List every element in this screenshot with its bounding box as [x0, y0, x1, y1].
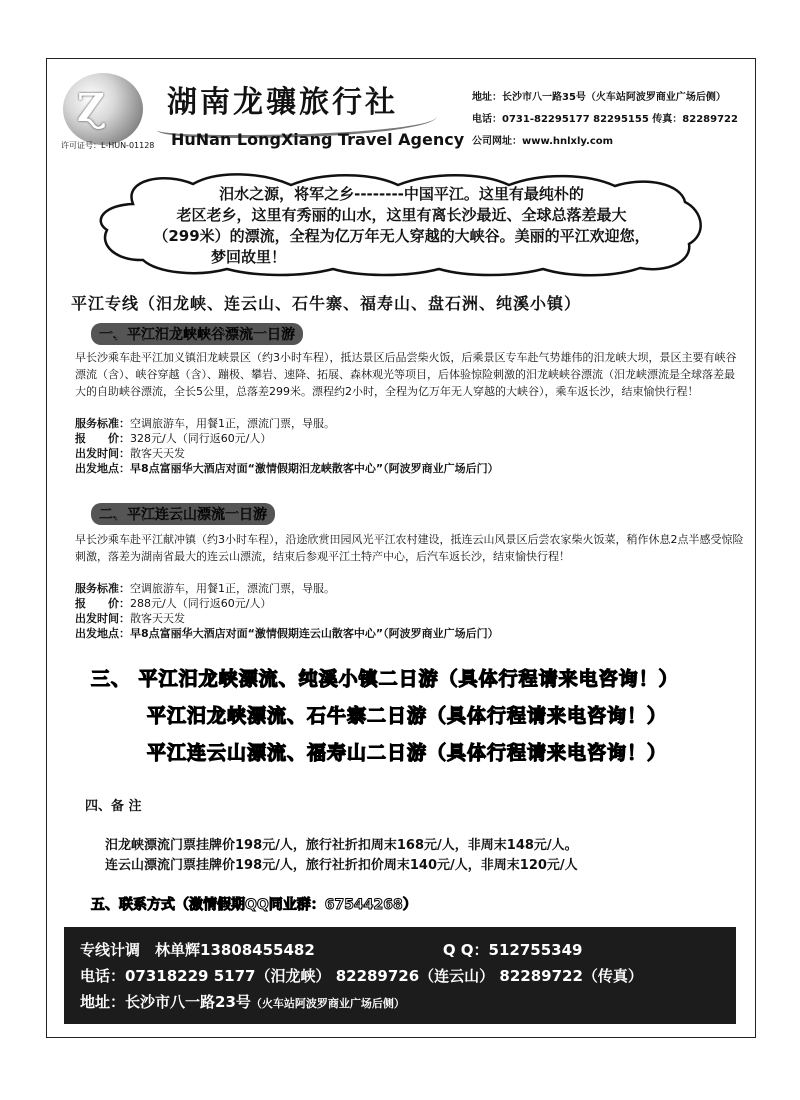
- agency-name-en: HuNan LongXiang Travel Agency: [171, 130, 465, 149]
- agency-contact-info: [472, 87, 738, 153]
- qq-contact: Q Q：512755349: [442, 941, 583, 959]
- section3-line1: 三、 平江汨龙峡漂流、纯溪小镇二日游（具体行程请来电咨询！）: [91, 668, 679, 690]
- agency-phone: 电话：0731-82295177 82295155 传真：82289722: [472, 114, 738, 125]
- contact-footer: [64, 927, 736, 1024]
- note-line-1: 汨龙峡漂流门票挂牌价198元/人，旅行社折扣周末168元/人，非周末148元/人。: [105, 838, 578, 853]
- dispatcher-contact: 专线计调 林单辉13808455482: [80, 941, 315, 959]
- section1-details: 服务标准：空调旅游车，用餐1正，漂流门票，导服。 报 价：328元/人（同行返60元/人） 出发时间：散客天天发 出发地点：早8点富丽华大酒店对面“激情假期汨龙峡散客中心”（阿波罗商业广场后门）: [75, 417, 499, 475]
- section2-details: 服务标准：空调旅游车，用餐1正，漂流门票，导服。 报 价：288元/人（同行返60元/人） 出发时间：散客天天发 出发地点：早8点富丽华大酒店对面“激情假期连云山散客中心”（阿波罗商业广场后门）: [75, 582, 499, 640]
- note-line-2: 连云山漂流门票挂牌价198元/人，旅行社折扣价周末140元/人，非周末120元/人: [105, 858, 578, 873]
- section2-title: 二、平江连云山漂流一日游: [91, 503, 275, 525]
- agency-header: [47, 59, 754, 163]
- section3-line3: 平江连云山漂流、福寿山二日游（具体行程请来电咨询！）: [147, 742, 668, 764]
- intro-cloud: [95, 172, 708, 278]
- section1-description: 早长沙乘车赴平江加义镇汨龙峡景区（约3小时车程），抵达景区后品尝柴火饭，后乘景区专车赴气势雄伟的汨龙峡大坝，景区主要有峡谷漂流（含）、峡谷穿越（含）、蹦极、攀岩、速降、拓展、森林观光等项目，后体验惊险刺激的汨龙峡峡谷漂流（汨龙峡漂流是全球落差最大的自助峡谷漂流，全长5公里，总落差299米。漂程约2小时，全程为亿万年无人穿越的大峡谷），乘车返长沙，结束愉快行程！: [75, 351, 737, 398]
- footer-phone: 电话：07318229 5177（汨龙峡） 82289726（连云山） 82289722（传真）: [80, 967, 643, 985]
- notes-title: 四、备 注: [85, 799, 142, 814]
- intro-text: 汨水之源，将军之乡--------中国平江。这里有最纯朴的 老区老乡，这里有秀丽的山水，这里有离长沙最近、全球总落差最大 （299米）的漂流，全程为亿万年无人穿越的大峡谷。美丽的平江欢迎您， 梦回故里！: [153, 185, 650, 266]
- agency-address: 地址：长沙市八一路35号（火车站阿波罗商业广场后侧）: [472, 92, 726, 103]
- section3-line2: 平江汨龙峡漂流、石牛寨二日游（具体行程请来电咨询！）: [147, 705, 668, 727]
- notes-body: [105, 836, 578, 876]
- contact-title: 五、联系方式（激情假期QQ同业群：67544268）: [91, 897, 417, 913]
- footer-address-note: （火车站阿波罗商业广场后侧）: [250, 997, 405, 1010]
- license-number: 许可证号：L-HUN-01128: [61, 141, 155, 150]
- section2-description: 早长沙乘车赴平江献冲镇（约3小时车程），沿途欣赏田园风光平江农村建设，抵连云山风景区后尝农家柴火饭菜，稍作休息2点半感受惊险刺激，落差为湖南省最大的连云山漂流，结束后参观平江土特产中心，后汽车返长沙，结束愉快行程！: [75, 533, 744, 563]
- footer-address: 地址：长沙市八一路23号: [80, 993, 251, 1011]
- logo-mark-icon: Ɀ: [77, 85, 105, 130]
- flyer-frame: [46, 58, 756, 1038]
- section1-title: 一、平江汨龙峡峡谷漂流一日游: [91, 323, 303, 345]
- agency-name-cn: 湖南龙骧旅行社: [167, 85, 398, 120]
- route-line-title: 平江专线（汨龙峡、连云山、石牛寨、福寿山、盘石洲、纯溪小镇）: [71, 294, 582, 313]
- agency-website[interactable]: 公司网址：www.hnlxly.com: [472, 136, 614, 147]
